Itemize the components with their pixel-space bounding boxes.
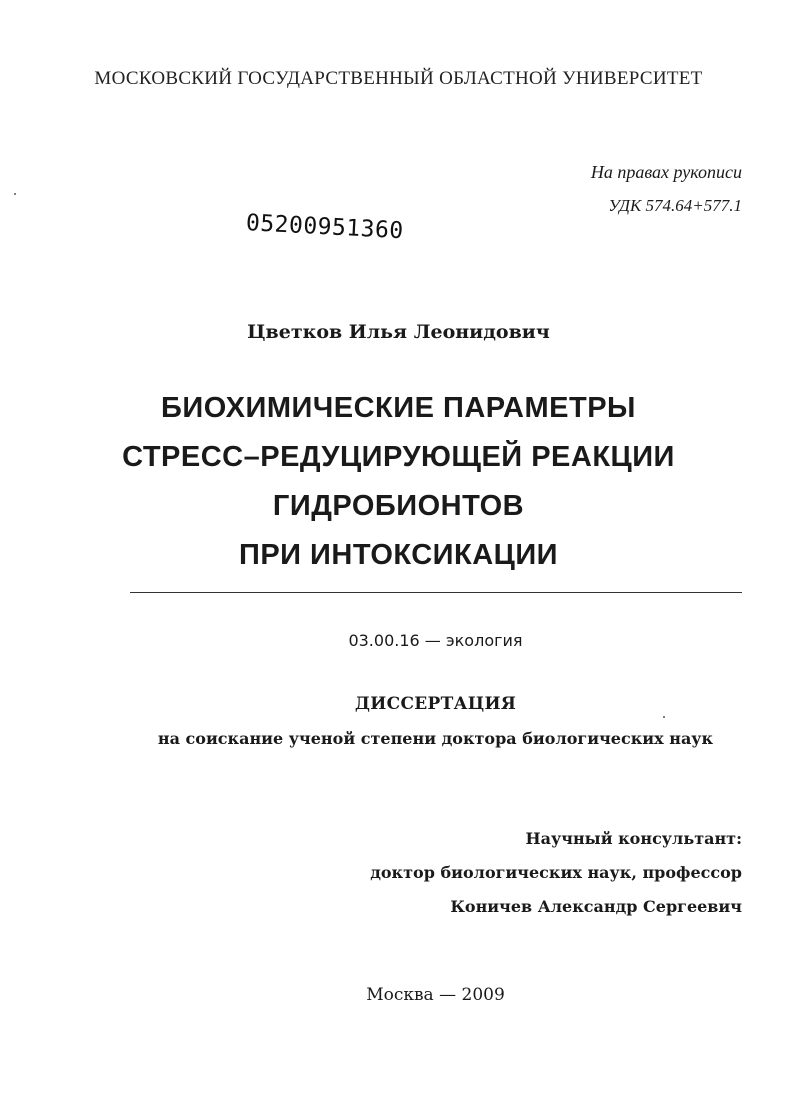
document-purpose: на соискание ученой степени доктора биологических наук: [157, 729, 714, 748]
speciality-code: 03.00.16 — экология: [348, 631, 523, 650]
scan-speck: [14, 193, 16, 195]
library-stamp-number: 05200951360: [245, 210, 405, 245]
author-name: Цветков Илья Леонидович: [247, 321, 550, 343]
consultant-label: Научный консультант:: [525, 829, 742, 848]
consultant-name: Коничев Александр Сергеевич: [450, 897, 742, 916]
title-line-1: БИОХИМИЧЕСКИЕ ПАРАМЕТРЫ: [161, 392, 636, 424]
title-divider: [130, 592, 742, 593]
udk-code: УДК 574.64+577.1: [608, 196, 742, 215]
scan-speck: [663, 716, 665, 718]
place-and-year: Москва — 2009: [366, 985, 505, 1005]
consultant-degree: доктор биологических наук, профессор: [370, 863, 742, 882]
document-type: ДИССЕРТАЦИЯ: [354, 694, 517, 714]
manuscript-rights-note: На правах рукописи: [590, 162, 742, 182]
title-line-2: СТРЕСС–РЕДУЦИРУЮЩЕЙ РЕАКЦИИ: [122, 441, 675, 473]
title-line-4: ПРИ ИНТОКСИКАЦИИ: [238, 539, 559, 571]
title-line-3: ГИДРОБИОНТОВ: [272, 490, 525, 522]
university-name: МОСКОВСКИЙ ГОСУДАРСТВЕННЫЙ ОБЛАСТНОЙ УНИВЕРСИТЕТ: [94, 68, 703, 89]
scientific-consultant: [370, 822, 742, 924]
dissertation-title: [0, 384, 797, 580]
